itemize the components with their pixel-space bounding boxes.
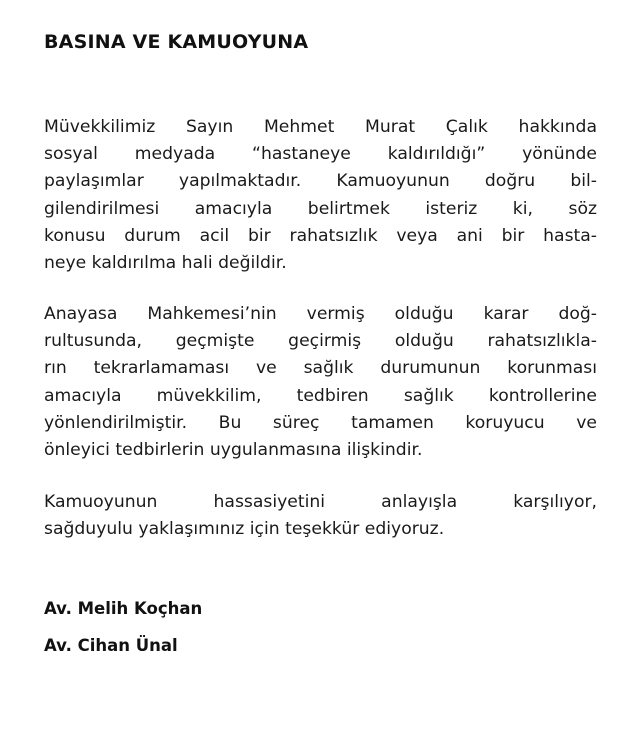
paragraph-line: Müvekkilimiz Sayın Mehmet Murat Çalık hakkında	[44, 117, 597, 137]
paragraph-3	[44, 489, 597, 543]
paragraph-2	[44, 301, 597, 464]
paragraph-line: sosyal medyada “hastaneye kaldırıldığı” yönünde	[44, 144, 597, 165]
signature-lawyer-2: Av. Cihan Ünal	[44, 636, 178, 655]
paragraph-line: önleyici tedbirlerin uygulanmasına ilişkindir.	[44, 439, 423, 460]
paragraph-line: gilendirilmesi amacıyla belirtmek isteriz ki, söz	[44, 198, 597, 219]
paragraph-line: neye kaldırılma hali değildir.	[44, 252, 287, 273]
paragraph-line: konusu durum acil bir rahatsızlık veya ani bir hasta-	[44, 225, 597, 246]
paragraph-line: rultusunda, geçmişte geçirmiş olduğu rahatsızlıkla-	[44, 331, 597, 352]
paragraph-line: amacıyla müvekkilim, tedbiren sağlık kontrollerine	[44, 385, 597, 406]
paragraph-line: sağduyulu yaklaşımınız için teşekkür ediyoruz.	[44, 519, 445, 540]
signature-lawyer-1: Av. Melih Koçhan	[44, 599, 203, 618]
paragraph-1	[44, 114, 597, 277]
paragraph-line: paylaşımlar yapılmaktadır. Kamuoyunun doğru bil-	[44, 171, 597, 192]
paragraph-line: Kamuoyunun hassasiyetini anlayışla karşılıyor,	[44, 492, 597, 512]
paragraph-line: Anayasa Mahkemesi’nin vermiş olduğu karar doğ-	[44, 304, 597, 324]
statement-title: BASINA VE KAMUOYUNA	[44, 31, 309, 53]
paragraph-line: rın tekrarlamaması ve sağlık durumunun korunması	[44, 358, 597, 379]
paragraph-line: yönlendirilmiştir. Bu süreç tamamen koruyucu ve	[44, 412, 597, 433]
